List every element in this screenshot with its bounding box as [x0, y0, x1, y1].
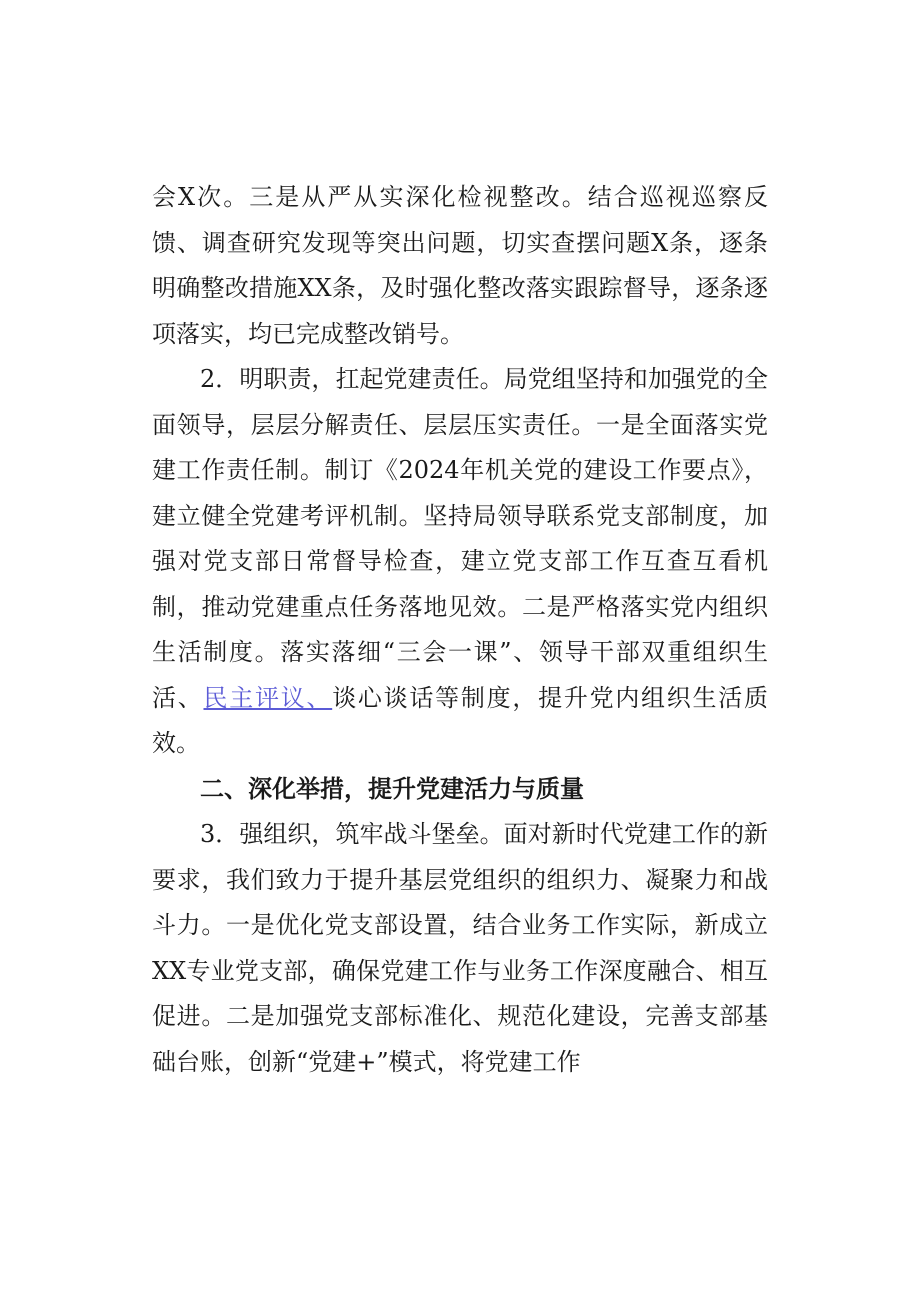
democratic-review-link[interactable]: 民主评议、	[203, 683, 333, 712]
section-heading: 二、深化举措，提升党建活力与质量	[200, 774, 584, 803]
paragraph-duties-text: 2．明职责，扛起党建责任。局党组坚持和加强党的全面领导，层层分解责任、层层压实责任。一是全面落实党建工作责任制。制订《2024年机关党的建设工作要点》，建立健全党建考评机制。坚持局领导联系党支部制度，加强对党支部日常督导检查，建立党支部工作互查互看机制，推动党建重点任务落地见效。二是严格落实党内组织生活制度。落实落细“三会一课”、领导干部双重组织生活、	[152, 365, 768, 712]
document-body	[152, 175, 768, 1085]
paragraph-organization: 3．强组织，筑牢战斗堡垒。面对新时代党建工作的新要求，我们致力于提升基层党组织的组织力、凝聚力和战斗力。一是优化党支部设置，结合业务工作实际，新成立XX专业党支部，确保党建工作与业务工作深度融合、相互促进。二是加强党支部标准化、规范化建设，完善支部基础台账，创新“党建+”模式，将党建工作	[152, 820, 768, 1076]
paragraph-duties	[152, 357, 768, 767]
paragraph-duties-tail: 谈心谈话等制度，提升党内组织生活质效。	[152, 683, 769, 757]
paragraph-continuation: 会X次。三是从严从实深化检视整改。结合巡视巡察反馈、调查研究发现等突出问题，切实查摆问题X条，逐条明确整改措施XX条，及时强化整改落实跟踪督导，逐条逐项落实，均已完成整改销号。	[152, 183, 768, 348]
